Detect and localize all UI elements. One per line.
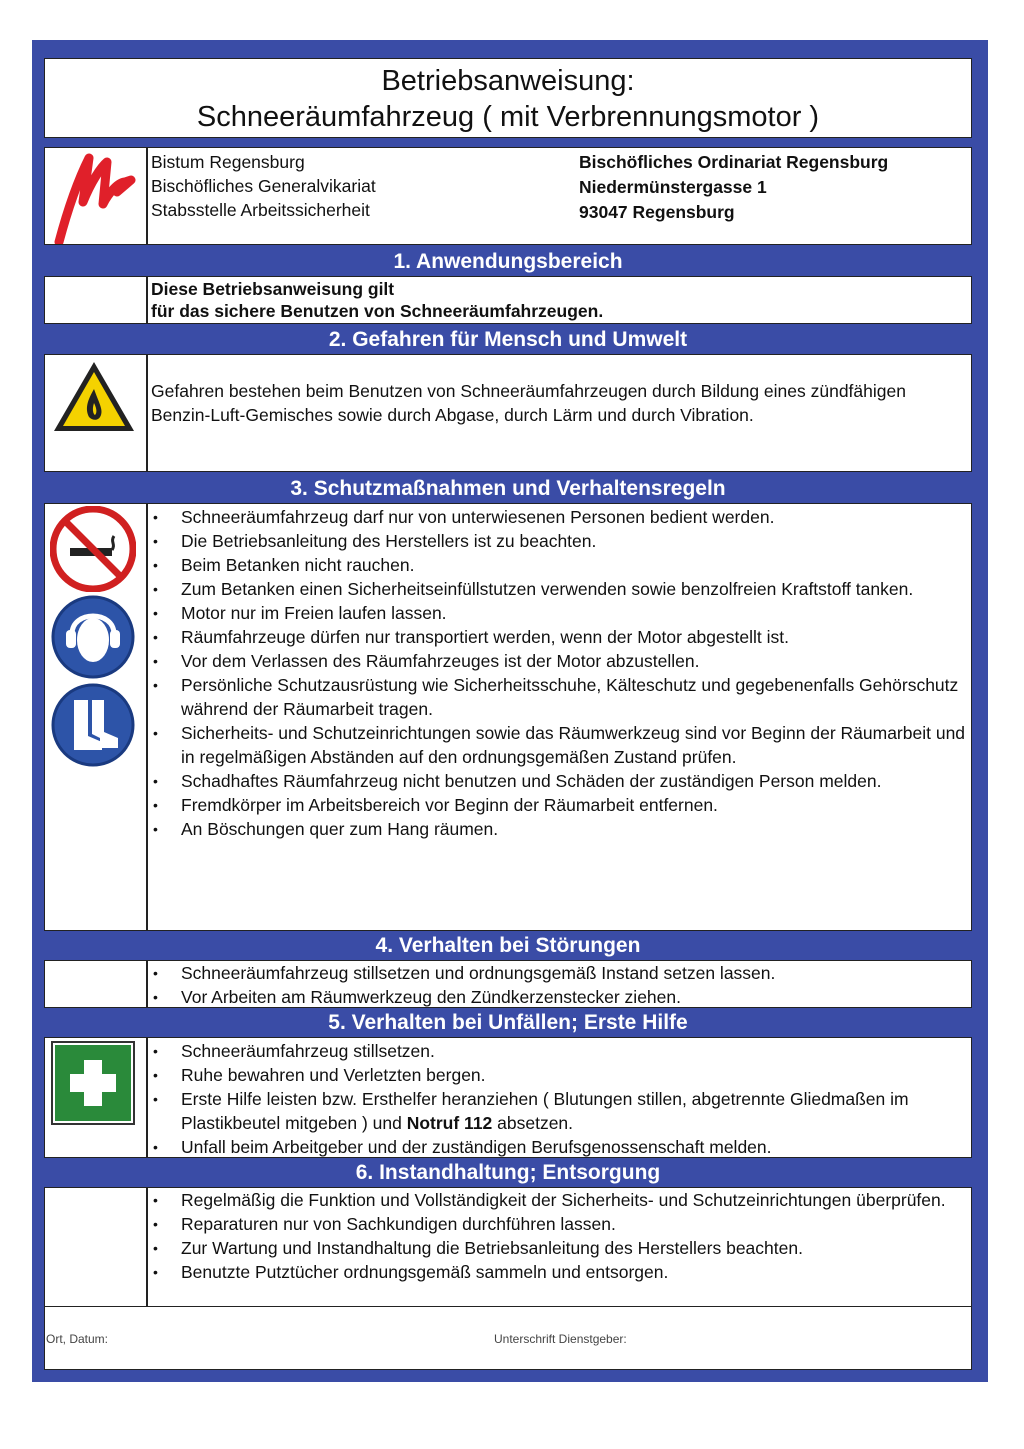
list-item: • Beim Betanken nicht rauchen. — [151, 553, 967, 577]
scope-line: Diese Betriebsanweisung gilt — [151, 279, 395, 299]
section-4-title: 4. Verhalten bei Störungen — [375, 934, 641, 957]
list-item: • Reparaturen nur von Sachkundigen durchführen lassen. — [151, 1212, 967, 1236]
list-item: • Schadhaftes Räumfahrzeug nicht benutzen und Schäden der zuständigen Person melden. — [151, 769, 967, 793]
list-item — [151, 1087, 967, 1135]
list-item: • Benutzte Putztücher ordnungsgemäß sammeln und entsorgen. — [151, 1260, 967, 1284]
list-item: • Schneeräumfahrzeug stillsetzen und ordnungsgemäß Instand setzen lassen. — [151, 961, 967, 985]
icon-cell — [45, 1038, 148, 1157]
list-item: • Schneeräumfahrzeug stillsetzen. — [151, 1039, 967, 1063]
address-line: Niedermünstergasse 1 — [579, 177, 767, 197]
section-2-title: 2. Gefahren für Mensch und Umwelt — [328, 328, 688, 351]
list-item: • An Böschungen quer zum Hang räumen. — [151, 817, 967, 841]
icon-cell — [45, 277, 148, 323]
list-item: • Vor Arbeiten am Räumwerkzeug den Zündkerzenstecker ziehen. — [151, 985, 967, 1009]
section-4-content — [44, 960, 972, 1008]
title-panel — [44, 58, 972, 138]
hazard-text: Gefahren bestehen beim Benutzen von Schneeräumfahrzeugen durch Bildung eines zündfähigen Benzin-Luft-Gemisches sowie durch Abgase, durch Lärm und durch Vibration. — [151, 381, 906, 425]
org-line: Stabsstelle Arbeitssicherheit — [151, 200, 370, 220]
hearing-protection-icon — [50, 594, 136, 680]
list-item: • Schneeräumfahrzeug darf nur von unterwiesenen Personen bedient werden. — [151, 505, 967, 529]
safety-boots-icon — [50, 682, 136, 768]
first-aid-text-end: absetzen. — [492, 1113, 574, 1133]
icon-cell — [45, 355, 148, 471]
address-line: Bischöfliches Ordinariat Regensburg — [579, 152, 889, 172]
section-2-content — [44, 354, 972, 472]
list-item: • Zur Wartung und Instandhaltung die Betriebsanleitung des Herstellers beachten. — [151, 1236, 967, 1260]
list-item: • Die Betriebsanleitung des Herstellers ist zu beachten. — [151, 529, 967, 553]
header-panel — [44, 147, 972, 245]
address-line: 93047 Regensburg — [579, 202, 735, 222]
first-aid-text: Erste Hilfe leisten bzw. Ersthelfer heranziehen ( Blutungen stillen, abgetrennte Gliedmaßen im Plastikbeutel mitgeben ) und — [181, 1089, 909, 1133]
logo-cell — [45, 148, 148, 244]
scope-line: für das sichere Benutzen von Schneeräumfahrzeugen. — [151, 301, 604, 321]
org-line: Bistum Regensburg — [151, 152, 305, 172]
list-item: • Regelmäßig die Funktion und Vollständigkeit der Sicherheits- und Schutzeinrichtungen überprüfen. — [151, 1188, 967, 1212]
list-item: • Unfall beim Arbeitgeber und der zuständigen Berufsgenossenschaft melden. — [151, 1135, 967, 1159]
first-aid-icon — [50, 1040, 136, 1126]
logo-icon — [49, 152, 141, 244]
list-item: • Räumfahrzeuge dürfen nur transportiert werden, wenn der Motor abgestellt ist. — [151, 625, 967, 649]
org-line: Bischöfliches Generalvikariat — [151, 176, 376, 196]
list-item: • Fremdkörper im Arbeitsbereich vor Beginn der Räumarbeit entfernen. — [151, 793, 967, 817]
title-line-1: Betriebsanweisung: — [381, 65, 635, 97]
icon-cell — [45, 961, 148, 1007]
icon-cell — [45, 1188, 148, 1306]
list-item: • Zum Betanken einen Sicherheitseinfüllstutzen verwenden sowie benzolfreien Kraftstoff tanken. — [151, 577, 967, 601]
section-5-title: 5. Verhalten bei Unfällen; Erste Hilfe — [328, 1011, 688, 1034]
list-item: • Motor nur im Freien laufen lassen. — [151, 601, 967, 625]
fire-warning-icon — [51, 359, 137, 435]
icon-cell — [45, 504, 148, 930]
section-6-content — [44, 1187, 972, 1307]
list-item: • Persönliche Schutzausrüstung wie Sicherheitsschuhe, Kälteschutz und gegebenenfalls Gehörschutz während der Räumarbeit tragen. — [151, 673, 967, 721]
signature-label: Unterschrift Dienstgeber: — [494, 1332, 627, 1346]
title-line-2: Schneeräumfahrzeug ( mit Verbrennungsmotor ) — [196, 101, 820, 133]
emergency-number: Notruf 112 — [406, 1113, 493, 1133]
section-3-title: 3. Schutzmaßnahmen und Verhaltensregeln — [290, 477, 726, 500]
no-smoking-icon — [50, 506, 136, 592]
list-item: • Vor dem Verlassen des Räumfahrzeuges ist der Motor abzustellen. — [151, 649, 967, 673]
section-3-content — [44, 503, 972, 931]
place-date-label: Ort, Datum: — [46, 1332, 109, 1346]
section-5-content — [44, 1037, 972, 1158]
section-1-title: 1. Anwendungsbereich — [393, 250, 623, 273]
list-item: • Ruhe bewahren und Verletzten bergen. — [151, 1063, 967, 1087]
section-6-title: 6. Instandhaltung; Entsorgung — [355, 1161, 661, 1184]
section-1-content — [44, 276, 972, 324]
list-item: • Sicherheits- und Schutzeinrichtungen sowie das Räumwerkzeug sind vor Beginn der Räumarbeit und in regelmäßigen Abständen auf den ordnungsgemäßen Zustand prüfen. — [151, 721, 967, 769]
signature-panel — [44, 1306, 972, 1370]
